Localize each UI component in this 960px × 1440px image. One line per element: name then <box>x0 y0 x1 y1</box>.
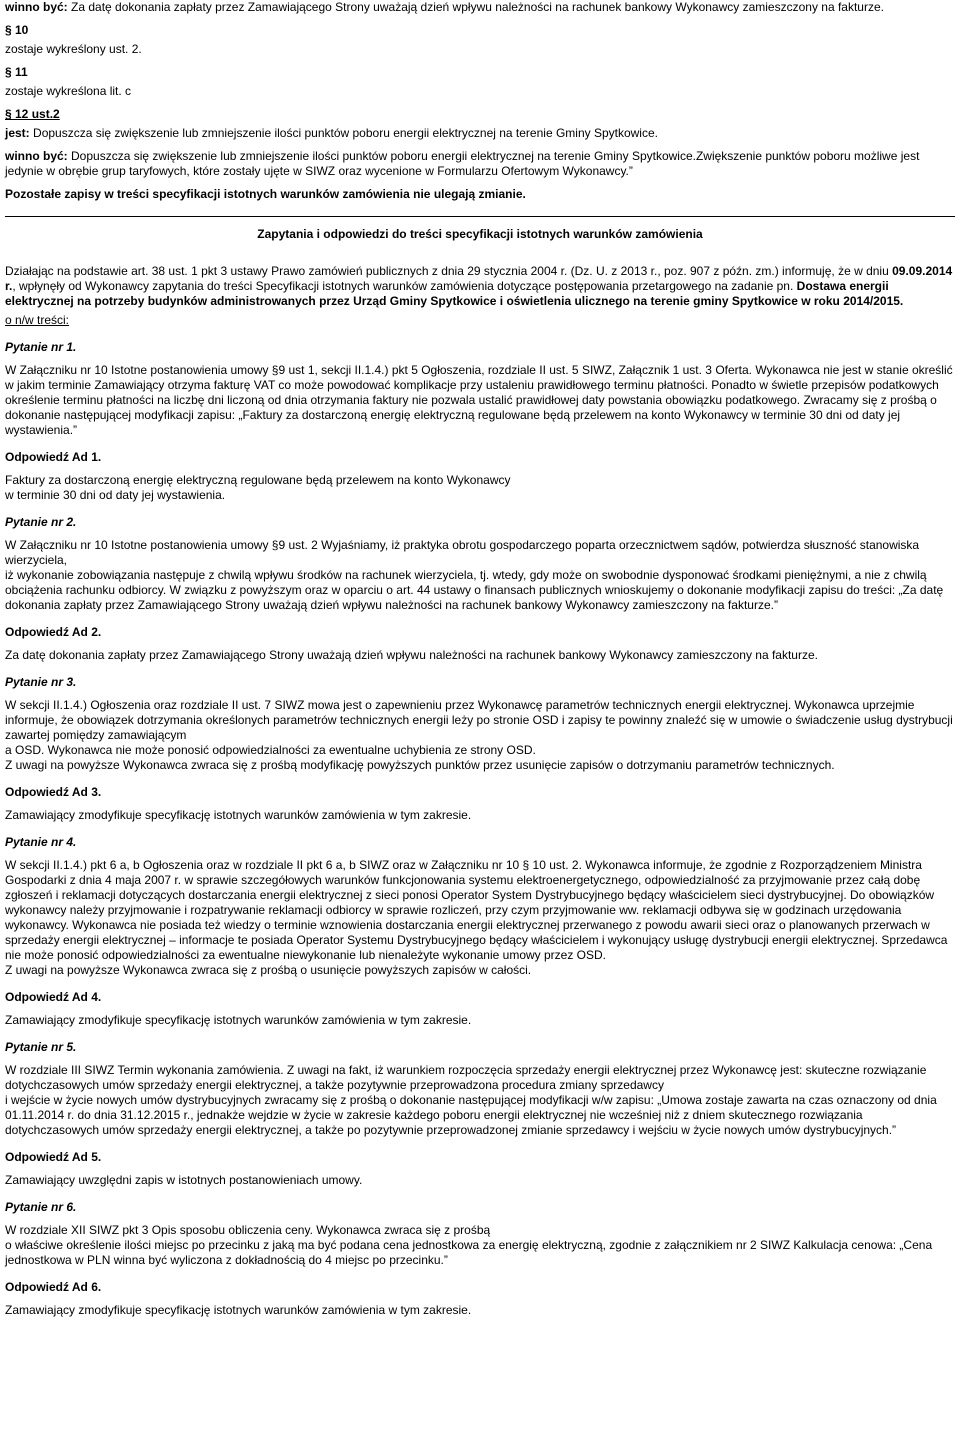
jest-text: Dopuszcza się zwiększenie lub zmniejszenie ilości punktów poboru energii elektrycznej na terenie Gminy Spytkowice. <box>29 126 658 140</box>
answer-text: Zamawiający zmodyfikuje specyfikację istotnych warunków zamówienia w tym zakresie. <box>5 1013 472 1027</box>
question-text: W rozdziale III SIWZ Termin wykonania zamówienia. Z uwagi na fakt, iż warunkiem rozpoczęcia sprzedaży energii elektrycznej przez Wykonawcę jest: skuteczne rozwiązanie dotychczasowych umów sprzedaży energii elektrycznej, a także pozytywnie przeprowadzona procedura zmiany sprzedawcy i wejście w życie nowych umów dystrybucyjnych zwracamy się z prośbą o dokonanie następującej modyfikacji w/w zapisu: „Umowa zostaje zawarta na czas oznaczony od dnia 01.11.2014 r. do dnia 31.12.2015 r., jednakże wejdzie w życie w zakresie każdego poboru energii elektrycznej nie wcześniej niż z dniem skutecznego rozwiązania dotychczasowych umów sprzedaży energii elektrycznej, a także po pozytywnie przeprowadzonej zmianie sprzedawcy i wejściu w życie nowych umów dystrybucyjnych.” <box>5 1063 937 1137</box>
section-11-heading: § 11 <box>5 65 28 79</box>
question-text: W sekcji II.1.4.) pkt 6 a, b Ogłoszenia oraz w rozdziale II pkt 6 a, b SIWZ oraz w Załączniku nr 10 § 10 ust. 2. Wykonawca informuje, że zgodnie z Rozporządzeniem Ministra Gospodarki z dnia 4 maja 2007 r. w sprawie szczegółowych warunków funkcjonowania systemu elektroenergetycznego, odpowiedzialność za przyjmowanie przez całą dobę zgłoszeń i reklamacji dotyczących dostarczania energii elektrycznej z sieci ponosi Operator System Dystrybucyjnego będący właścicielem sieci dystrybucyjnej. Do obowiązków wykonawcy należy przyjmowanie i rozpatrywanie reklamacji odbiorcy w sprawie rozliczeń, przy czym przyjmowanie ww. reklamacji odbywa się w godzinach urzędowania wykonawcy. Wykonawca nie posiada też wiedzy o terminie wznowienia dostarczania energii elektrycznej przerwanego z powodu awarii sieci oraz o planowanych przerwach w sprzedaży energii elektrycznej – informacje te posiada Operator Systemu Dystrybucyjnego będący właścicielem i wykonujący usługę dystrybucji energii elektrycznej. Sprzedawca nie może ponosić odpowiedzialności za ewentualne niewykonanie lub nienależyte wykonanie umowy przez OSD. Z uwagi na powyższe Wykonawca zwraca się z prośbą o usunięcie powyższych zapisów w całości. <box>5 858 948 977</box>
question-label: Pytanie nr 6. <box>5 1200 77 1214</box>
section-11-text: zostaje wykreślona lit. c <box>5 84 132 98</box>
question-text: W Załączniku nr 10 Istotne postanowienia umowy §9 ust 1, sekcji II.1.4.) pkt 5 Ogłoszenia, rozdziale II ust. 5 SIWZ, Załącznik 1 ust. 3 Oferta. Wykonawca nie jest w stanie określić w jakim terminie Zamawiający otrzyma fakturę VAT co może powodować komplikacje przy ustaleniu prawidłowego terminu płatności. Ponadto w świetle przepisów podatkowych określenie terminu płatności na liczbę dni liczoną od dnia otrzymania faktury nie pozwala ustalić prawidłowej daty powstania obowiązku podatkowego. Zwracamy się z prośbą o dokonanie następującej modyfikacji zapisu: „Faktury za dostarczoną energię elektryczną regulowane będą przelewem na konto Wykonawcy w terminie 30 dni od daty jej wystawienia.” <box>5 363 953 437</box>
question-text: W Załączniku nr 10 Istotne postanowienia umowy §9 ust. 2 Wyjaśniamy, iż praktyka obrotu gospodarczego poparta orzecznictwem sądów, potwierdza słuszność stanowiska wierzyciela, iż wykonanie zobowiązania następuje z chwilą wpływu środków na rachunek wierzyciela, tj. wtedy, gdy może on swobodnie dysponować środkami pieniężnymi, a nie z chwilą obciążenia rachunku odbiorcy. W związku z powyższym oraz w oparciu o art. 44 ustawy o finansach publicznych wnioskujemy o dokonanie modyfikacji zapisu do treści: „Za datę dokonania zapłaty przez Zamawiającego Strony uważają dzień wpływu należności na rachunek bankowy Wykonawcy zamieszczony na fakturze.” <box>5 538 944 612</box>
winno2-label: winno być: <box>5 149 68 163</box>
question-label: Pytanie nr 3. <box>5 675 77 689</box>
answer-label: Odpowiedź Ad 5. <box>5 1150 102 1164</box>
answer-text: Za datę dokonania zapłaty przez Zamawiającego Strony uważają dzień wpływu należności na rachunek bankowy Wykonawcy zamieszczony na fakturze. <box>5 648 818 662</box>
question-label: Pytanie nr 4. <box>5 835 77 849</box>
qa-list <box>5 340 955 1318</box>
answer-text: Zamawiający zmodyfikuje specyfikację istotnych warunków zamówienia w tym zakresie. <box>5 1303 472 1317</box>
winno-paragraph <box>5 0 955 15</box>
document-page <box>5 0 955 1318</box>
winno2-paragraph <box>5 149 955 179</box>
intro-text-a: Działając na podstawie art. 38 ust. 1 pkt 3 ustawy Prawo zamówień publicznych z dnia 29 stycznia 2004 r. (Dz. U. z 2013 r., poz. 907 z późn. zm.) informuję, że w dniu <box>5 264 893 278</box>
section-10-heading: § 10 <box>5 23 29 37</box>
question-label: Pytanie nr 2. <box>5 515 77 529</box>
question-label: Pytanie nr 1. <box>5 340 77 354</box>
onw-label: o n/w treści: <box>5 313 70 327</box>
section-10-text: zostaje wykreślony ust. 2. <box>5 42 142 56</box>
intro-paragraph <box>5 264 955 309</box>
answer-label: Odpowiedź Ad 2. <box>5 625 102 639</box>
intro-date: 09.09.2014 r. <box>5 264 953 293</box>
section-12-heading: § 12 ust.2 <box>5 107 60 121</box>
question-text: W rozdziale XII SIWZ pkt 3 Opis sposobu obliczenia ceny. Wykonawca zwraca się z prośbą o właściwe określenie ilości miejsc po przecinku z jaką ma być podana cena jednostkowa za energię elektryczną, zgodnie z załącznikiem nr 2 SIWZ Kalkulacja cenowa: „Cena jednostkowa w PLN winna być wyliczona z dokładnością do 4 miejsc po przecinku.” <box>5 1223 933 1267</box>
question-text: W sekcji II.1.4.) Ogłoszenia oraz rozdziale II ust. 7 SIWZ mowa jest o zapewnieniu przez Wykonawcę parametrów technicznych energii elektrycznej. Wykonawca uprzejmie informuje, że obowiązek dotrzymania określonych parametrów technicznych energii leży po stronie OSD i zapisy te powinny znaleźć się w umowie o świadczenie usług dystrybucji zawartej pomiędzy zamawiającym a OSD. Wykonawca nie może ponosić odpowiedzialności za ewentualne uchybienia ze strony OSD. Z uwagi na powyższe Wykonawca zwraca się z prośbą modyfikację powyższych punktów przez usunięcie zapisów o dotrzymaniu parametrów technicznych. <box>5 698 953 772</box>
winno-text: Za datę dokonania zapłaty przez Zamawiającego Strony uważają dzień wpływu należności na rachunek bankowy Wykonawcy zamieszczony na fakturze. <box>67 0 884 14</box>
answer-text: Zamawiający uwzględni zapis w istotnych postanowieniach umowy. <box>5 1173 363 1187</box>
jest-label: jest: <box>5 126 30 140</box>
answer-text: Faktury za dostarczoną energię elektryczną regulowane będą przelewem na konto Wykonawcy w terminie 30 dni od daty jej wystawienia. <box>5 473 511 502</box>
answer-text: Zamawiający zmodyfikuje specyfikację istotnych warunków zamówienia w tym zakresie. <box>5 808 472 822</box>
section-title: Zapytania i odpowiedzi do treści specyfikacji istotnych warunków zamówienia <box>257 227 703 241</box>
contract-name: Dostawa energii elektrycznej na potrzeby budynków administrowanych przez Urząd Gminy Spytkowice i oświetlenia ulicznego na terenie gminy Spytkowice w roku 2014/2015. <box>5 279 904 308</box>
answer-label: Odpowiedź Ad 1. <box>5 450 102 464</box>
answer-label: Odpowiedź Ad 3. <box>5 785 102 799</box>
winno-label: winno być: <box>5 0 68 14</box>
intro-text-b: , wpłynęły od Wykonawcy zapytania do treści Specyfikacji istotnych warunków zamówienia dotyczące postępowania przetargowego na zadanie pn. <box>12 279 797 293</box>
answer-label: Odpowiedź Ad 4. <box>5 990 102 1004</box>
answer-label: Odpowiedź Ad 6. <box>5 1280 102 1294</box>
question-label: Pytanie nr 5. <box>5 1040 77 1054</box>
jest-paragraph <box>5 126 955 141</box>
remaining-provisions-note: Pozostałe zapisy w treści specyfikacji istotnych warunków zamówienia nie ulegają zmianie. <box>5 187 526 201</box>
winno2-text: Dopuszcza się zwiększenie lub zmniejszenie ilości punktów poboru energii elektrycznej na terenie Gminy Spytkowice.Zwiększenie punktów poboru możliwe jest jedynie w obrębie grup taryfowych, które zostały ujęte w SIWZ oraz wycenione w Formularzu Ofertowym Wykonawcy.” <box>5 149 920 178</box>
horizontal-rule <box>5 216 955 217</box>
